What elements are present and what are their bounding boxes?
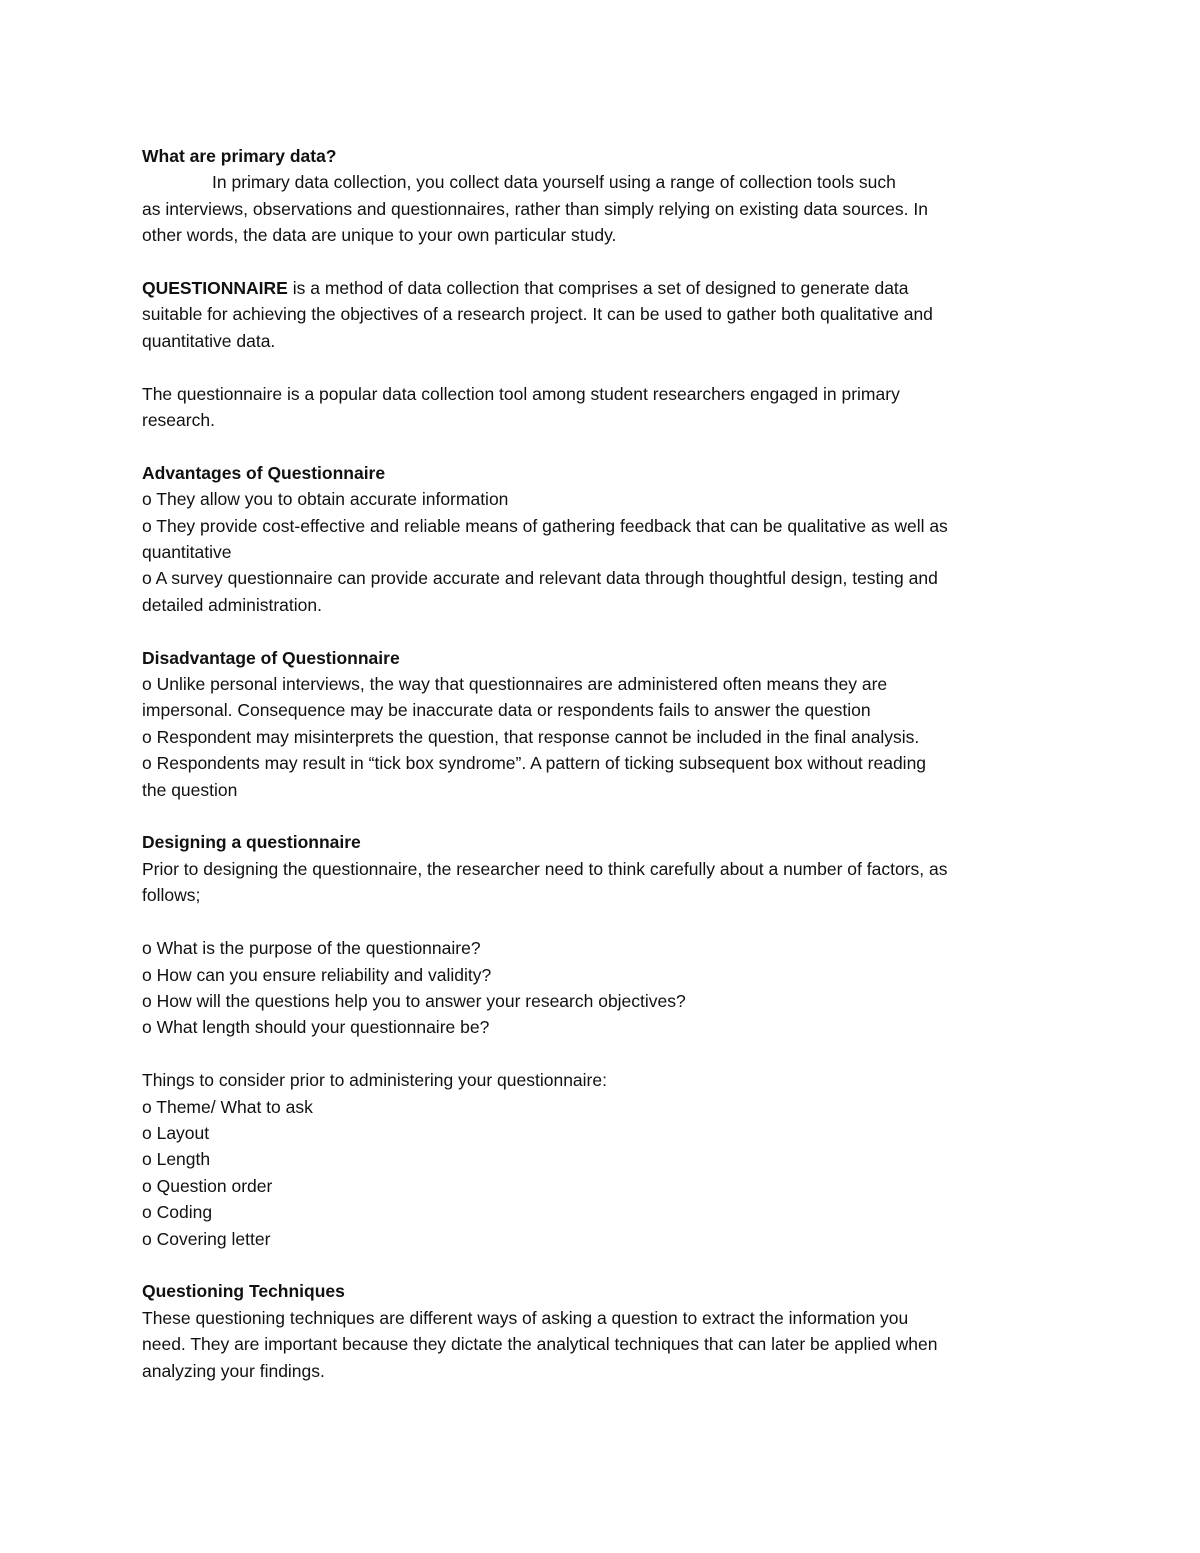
list-item: o Covering letter	[142, 1228, 271, 1249]
list-item: the question	[142, 779, 238, 800]
list-item: o A survey questionnaire can provide accurate and relevant data through thoughtful design, testing and	[142, 568, 938, 589]
paragraph-line: need. They are important because they dictate the analytical techniques that can later be applied when	[142, 1334, 938, 1355]
term-questionnaire: QUESTIONNAIRE	[142, 278, 288, 299]
heading-questioning-techniques: Questioning Techniques	[142, 1281, 345, 1302]
paragraph-gap	[142, 1041, 1072, 1067]
list-item: o Layout	[142, 1122, 210, 1143]
list-item: o Respondent may misinterprets the question, that response cannot be included in the final analysis.	[142, 726, 920, 747]
paragraph-gap	[142, 803, 1072, 829]
list-item: o They allow you to obtain accurate information	[142, 489, 509, 510]
paragraph-gap	[142, 1252, 1072, 1278]
paragraph-line	[142, 275, 1072, 301]
list-item: o Length	[142, 1149, 211, 1170]
paragraph-text: In primary data collection, you collect data yourself using a range of collection tools such	[212, 172, 896, 193]
paragraph-line: as interviews, observations and questionnaires, rather than simply relying on existing data sources. In	[142, 198, 928, 219]
list-item: o How will the questions help you to answer your research objectives?	[142, 990, 686, 1011]
paragraph-gap	[142, 618, 1072, 644]
paragraph-gap	[142, 354, 1072, 380]
paragraph-gap	[142, 909, 1072, 935]
paragraph-line: Prior to designing the questionnaire, the researcher need to think carefully about a number of factors, as	[142, 858, 948, 879]
list-item: o Unlike personal interviews, the way that questionnaires are administered often means they are	[142, 674, 888, 695]
paragraph-line: These questioning techniques are different ways of asking a question to extract the information you	[142, 1307, 909, 1328]
paragraph-line: analyzing your findings.	[142, 1360, 325, 1381]
paragraph-line: follows;	[142, 885, 201, 906]
paragraph-line	[142, 169, 1072, 195]
list-item: o Theme/ What to ask	[142, 1096, 313, 1117]
paragraph-text: is a method of data collection that comprises a set of designed to generate data	[287, 278, 909, 299]
paragraph-line: quantitative data.	[142, 330, 276, 351]
paragraph-line: suitable for achieving the objectives of a research project. It can be used to gather both qualitative and	[142, 304, 933, 325]
list-item: detailed administration.	[142, 594, 322, 615]
list-item: o Coding	[142, 1202, 213, 1223]
heading-designing: Designing a questionnaire	[142, 832, 361, 853]
paragraph-line: other words, the data are unique to your own particular study.	[142, 225, 617, 246]
list-item: o Question order	[142, 1175, 273, 1196]
heading-primary-data: What are primary data?	[142, 146, 337, 166]
list-item: o What length should your questionnaire be?	[142, 1017, 490, 1038]
list-item: impersonal. Consequence may be inaccurate data or respondents fails to answer the question	[142, 700, 871, 721]
paragraph-gap	[142, 433, 1072, 459]
list-item: o Respondents may result in “tick box syndrome”. A pattern of ticking subsequent box without reading	[142, 753, 927, 774]
list-item: quantitative	[142, 542, 232, 563]
paragraph-line: The questionnaire is a popular data collection tool among student researchers engaged in primary	[142, 383, 900, 404]
paragraph-gap	[142, 249, 1072, 275]
list-item: o What is the purpose of the questionnaire?	[142, 938, 481, 959]
heading-advantages: Advantages of Questionnaire	[142, 462, 386, 483]
list-item: o They provide cost-effective and reliable means of gathering feedback that can be qualitative as well as	[142, 515, 948, 536]
document-page	[142, 143, 1072, 1384]
heading-disadvantage: Disadvantage of Questionnaire	[142, 647, 400, 668]
paragraph-line: Things to consider prior to administering your questionnaire:	[142, 1070, 607, 1091]
paragraph-line: research.	[142, 410, 215, 431]
list-item: o How can you ensure reliability and validity?	[142, 964, 492, 985]
